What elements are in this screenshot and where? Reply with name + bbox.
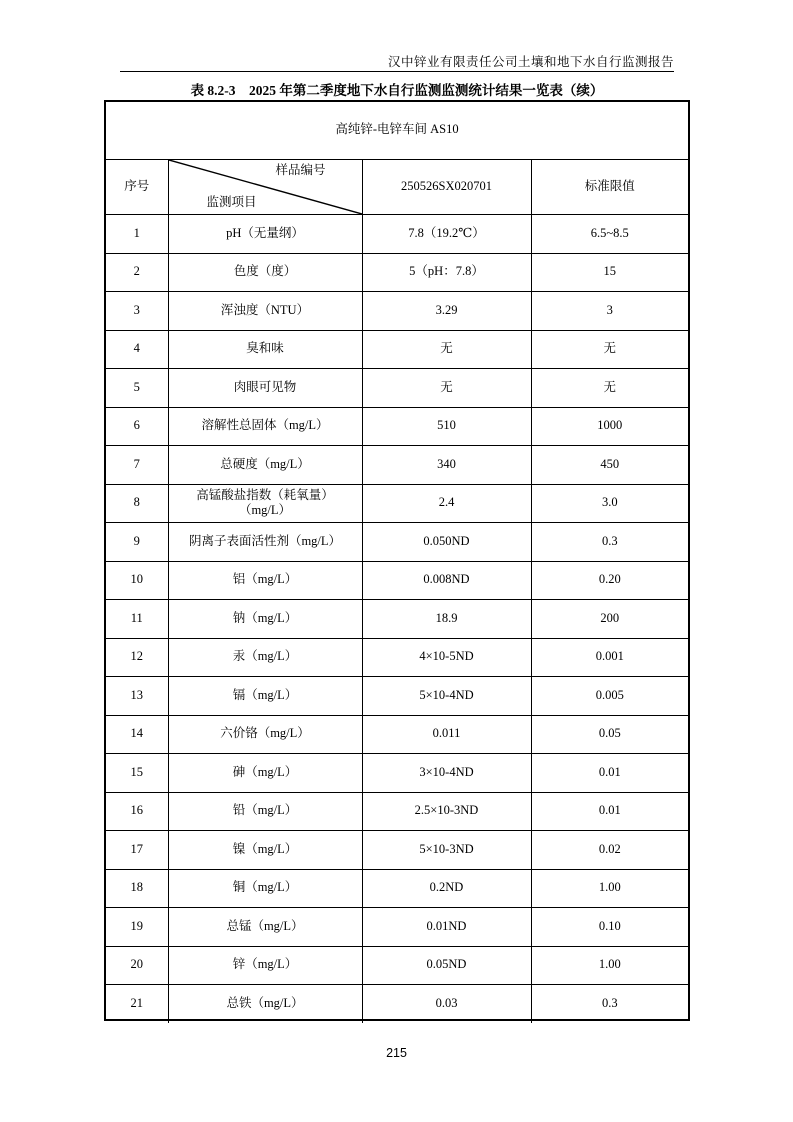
- value-cell: 18.9: [362, 600, 531, 639]
- item-cell: 溶解性总固体（mg/L）: [168, 407, 362, 446]
- limit-cell: 200: [531, 600, 688, 639]
- value-cell: 0.2ND: [362, 869, 531, 908]
- header-divider: [120, 71, 674, 72]
- location-row: [106, 102, 688, 159]
- table-row: [106, 754, 688, 793]
- results-table-frame: [104, 100, 690, 1021]
- table-row: [106, 831, 688, 870]
- results-table: [106, 102, 688, 1023]
- value-cell: 0.011: [362, 715, 531, 754]
- table-row: [106, 561, 688, 600]
- seq-header: 序号: [106, 159, 168, 214]
- item-cell: 六价铬（mg/L）: [168, 715, 362, 754]
- value-cell: 340: [362, 446, 531, 485]
- row-number-cell: 1: [106, 214, 168, 253]
- running-header: 汉中锌业有限责任公司土壤和地下水自行监测报告: [387, 55, 674, 69]
- value-cell: 2.5×10-3ND: [362, 792, 531, 831]
- value-cell: 0.05ND: [362, 946, 531, 985]
- value-cell: 3×10-4ND: [362, 754, 531, 793]
- limit-cell: 0.3: [531, 985, 688, 1024]
- limit-cell: 无: [531, 369, 688, 408]
- item-cell: 总铁（mg/L）: [168, 985, 362, 1024]
- table-row: [106, 330, 688, 369]
- item-cell: 色度（度）: [168, 253, 362, 292]
- item-label: 监测项目: [206, 194, 257, 209]
- value-cell: 5×10-4ND: [362, 677, 531, 716]
- item-cell: pH（无量纲）: [168, 214, 362, 253]
- table-row: [106, 985, 688, 1024]
- limit-cell: 3.0: [531, 484, 688, 523]
- row-number-cell: 10: [106, 561, 168, 600]
- item-cell: 镉（mg/L）: [168, 677, 362, 716]
- limit-cell: 0.3: [531, 523, 688, 562]
- item-cell: 铜（mg/L）: [168, 869, 362, 908]
- table-row: [106, 792, 688, 831]
- table-row: [106, 446, 688, 485]
- table-row: [106, 946, 688, 985]
- row-number-cell: 12: [106, 638, 168, 677]
- row-number-cell: 9: [106, 523, 168, 562]
- value-cell: 3.29: [362, 292, 531, 331]
- row-number-cell: 4: [106, 330, 168, 369]
- item-cell: 肉眼可见物: [168, 369, 362, 408]
- row-number-cell: 14: [106, 715, 168, 754]
- table-row: [106, 600, 688, 639]
- row-number-cell: 19: [106, 908, 168, 947]
- limit-cell: 450: [531, 446, 688, 485]
- limit-cell: 1.00: [531, 869, 688, 908]
- value-cell: 4×10-5ND: [362, 638, 531, 677]
- item-cell: 浑浊度（NTU）: [168, 292, 362, 331]
- item-cell: 镍（mg/L）: [168, 831, 362, 870]
- item-unit-line: （mg/L）: [238, 503, 292, 518]
- limit-cell: 1.00: [531, 946, 688, 985]
- item-cell: 砷（mg/L）: [168, 754, 362, 793]
- limit-cell: 0.20: [531, 561, 688, 600]
- row-number-cell: 2: [106, 253, 168, 292]
- limit-cell: 0.10: [531, 908, 688, 947]
- value-cell: 510: [362, 407, 531, 446]
- item-line: 高锰酸盐指数（耗氧量）: [196, 487, 334, 502]
- item-cell: 总硬度（mg/L）: [168, 446, 362, 485]
- value-cell: 5（pH：7.8）: [362, 253, 531, 292]
- item-cell: 总锰（mg/L）: [168, 908, 362, 947]
- row-number-cell: 17: [106, 831, 168, 870]
- item-cell: [168, 484, 362, 523]
- page-number: 215: [386, 1046, 407, 1060]
- row-number-cell: 7: [106, 446, 168, 485]
- value-cell: 无: [362, 369, 531, 408]
- table-row: [106, 869, 688, 908]
- table-row: [106, 253, 688, 292]
- table-row: [106, 677, 688, 716]
- table-row: [106, 484, 688, 523]
- sample-id-header: 250526SX020701: [362, 159, 531, 214]
- diagonal-line: [169, 160, 362, 214]
- row-number-cell: 8: [106, 484, 168, 523]
- item-cell: 铝（mg/L）: [168, 561, 362, 600]
- limit-cell: 0.01: [531, 792, 688, 831]
- limit-cell: 0.005: [531, 677, 688, 716]
- limit-cell: 15: [531, 253, 688, 292]
- row-number-cell: 13: [106, 677, 168, 716]
- row-number-cell: 18: [106, 869, 168, 908]
- table-row: [106, 908, 688, 947]
- table-row: [106, 523, 688, 562]
- row-number-cell: 20: [106, 946, 168, 985]
- limit-header: 标准限值: [531, 159, 688, 214]
- item-cell: 阴离子表面活性剂（mg/L）: [168, 523, 362, 562]
- value-cell: 0.008ND: [362, 561, 531, 600]
- value-cell: 0.050ND: [362, 523, 531, 562]
- value-cell: 0.01ND: [362, 908, 531, 947]
- limit-cell: 1000: [531, 407, 688, 446]
- row-number-cell: 3: [106, 292, 168, 331]
- row-number-cell: 6: [106, 407, 168, 446]
- table-row: [106, 638, 688, 677]
- value-cell: 5×10-3ND: [362, 831, 531, 870]
- table-caption: 表 8.2-3 2025 年第二季度地下水自行监测监测统计结果一览表（续）: [190, 83, 604, 98]
- row-number-cell: 21: [106, 985, 168, 1024]
- limit-cell: 0.001: [531, 638, 688, 677]
- table-row: [106, 407, 688, 446]
- row-number-cell: 5: [106, 369, 168, 408]
- limit-cell: 0.01: [531, 754, 688, 793]
- value-cell: 无: [362, 330, 531, 369]
- row-number-cell: 15: [106, 754, 168, 793]
- item-cell: 锌（mg/L）: [168, 946, 362, 985]
- diagonal-header-cell: [168, 159, 362, 214]
- limit-cell: 无: [531, 330, 688, 369]
- value-cell: 7.8（19.2℃）: [362, 214, 531, 253]
- value-cell: 0.03: [362, 985, 531, 1024]
- limit-cell: 6.5~8.5: [531, 214, 688, 253]
- value-cell: 2.4: [362, 484, 531, 523]
- limit-cell: 3: [531, 292, 688, 331]
- limit-cell: 0.02: [531, 831, 688, 870]
- item-cell: 铅（mg/L）: [168, 792, 362, 831]
- table-row: [106, 292, 688, 331]
- header-row: [106, 159, 688, 214]
- item-cell: 臭和味: [168, 330, 362, 369]
- table-row: [106, 369, 688, 408]
- row-number-cell: 11: [106, 600, 168, 639]
- sample-id-label: 样品编号: [275, 162, 326, 177]
- item-cell: 钠（mg/L）: [168, 600, 362, 639]
- limit-cell: 0.05: [531, 715, 688, 754]
- item-cell: 汞（mg/L）: [168, 638, 362, 677]
- row-number-cell: 16: [106, 792, 168, 831]
- location-cell: 高纯锌-电锌车间 AS10: [106, 102, 688, 159]
- table-row: [106, 214, 688, 253]
- table-row: [106, 715, 688, 754]
